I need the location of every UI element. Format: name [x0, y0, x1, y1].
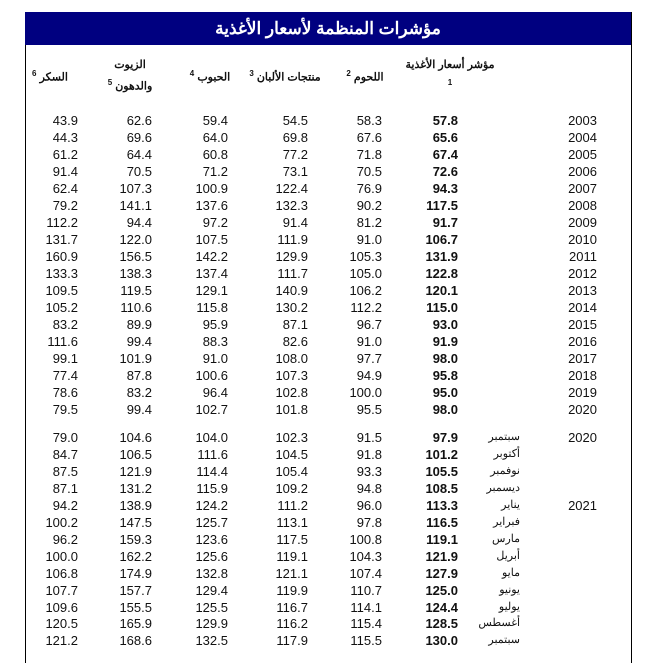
cell-meat: 67.6 — [356, 130, 382, 145]
cell-month: يوليو — [498, 600, 520, 613]
cell-oils: 122.0 — [119, 232, 152, 247]
cell-dairy: 111.9 — [277, 232, 308, 247]
table-row-monthly — [0, 632, 651, 649]
table-row-monthly — [0, 514, 651, 531]
cell-sugar: 96.2 — [52, 531, 78, 547]
cell-sugar: 79.5 — [52, 402, 78, 417]
cell-dairy: 129.9 — [275, 249, 308, 264]
cell-dairy: 119.1 — [276, 548, 308, 564]
cell-food: 125.0 — [425, 582, 458, 598]
table-row-monthly — [0, 531, 651, 548]
cell-meat: 97.8 — [356, 514, 382, 530]
cell-month: نوفمبر — [490, 464, 520, 477]
cell-food: 72.6 — [432, 164, 458, 179]
cell-sugar: 94.2 — [52, 497, 78, 513]
cell-month: أبريل — [496, 549, 520, 562]
table-row-annual — [0, 163, 651, 180]
cell-cereals: 88.3 — [202, 334, 228, 349]
cell-sugar: 61.2 — [52, 147, 78, 162]
cell-dairy: 121.1 — [275, 565, 308, 581]
cell-sugar: 77.4 — [52, 368, 78, 383]
cell-year: 2017 — [568, 351, 597, 366]
table-row-annual — [0, 214, 651, 231]
cell-sugar: 44.3 — [52, 130, 78, 145]
cell-sugar: 121.2 — [45, 633, 78, 649]
cell-meat: 94.8 — [356, 480, 382, 496]
cell-oils: 110.6 — [120, 300, 152, 315]
cell-month: مايو — [502, 566, 520, 579]
cell-year: 2019 — [568, 385, 597, 400]
cell-cereals: 91.0 — [202, 351, 228, 366]
cell-meat: 110.7 — [350, 582, 382, 598]
cell-oils: 141.1 — [119, 198, 152, 213]
cell-cereals: 125.7 — [195, 514, 228, 530]
cell-cereals: 107.5 — [195, 232, 228, 247]
footnote-marker: 4 — [189, 69, 195, 78]
cell-dairy: 130.2 — [275, 300, 308, 315]
cell-dairy: 104.5 — [275, 446, 308, 462]
cell-year: 2015 — [568, 317, 597, 332]
cell-food: 91.9 — [432, 334, 458, 349]
cell-sugar: 133.3 — [45, 266, 78, 281]
table-row-annual — [0, 265, 651, 282]
table-row-annual — [0, 197, 651, 214]
cell-cereals: 124.2 — [195, 497, 228, 513]
cell-oils: 165.9 — [119, 616, 152, 632]
footnote-marker: 1 — [447, 78, 453, 87]
cell-meat: 114.1 — [350, 599, 382, 615]
cell-year: 2008 — [568, 198, 597, 213]
cell-year: 2006 — [568, 164, 597, 179]
cell-oils: 104.6 — [119, 430, 152, 445]
cell-food: 130.0 — [425, 633, 458, 649]
header-cereals — [180, 65, 240, 87]
cell-meat: 70.5 — [356, 164, 382, 179]
table-row-monthly — [0, 599, 651, 616]
cell-food: 108.5 — [425, 480, 458, 496]
cell-dairy: 107.3 — [275, 368, 308, 383]
table-row-annual — [0, 316, 651, 333]
cell-food: 115.0 — [426, 300, 458, 315]
cell-cereals: 95.9 — [202, 317, 228, 332]
cell-oils: 89.9 — [126, 317, 152, 332]
cell-oils: 121.9 — [119, 463, 152, 479]
cell-dairy: 73.1 — [282, 164, 308, 179]
header-sugar — [30, 65, 70, 87]
cell-cereals: 64.0 — [202, 130, 228, 145]
header-label: اللحوم — [353, 71, 384, 84]
cell-sugar: 100.2 — [45, 514, 78, 530]
table-row-annual — [0, 299, 651, 316]
cell-sugar: 87.1 — [52, 480, 78, 496]
cell-meat: 112.2 — [350, 300, 382, 315]
table-row-annual — [0, 333, 651, 350]
table-row-annual — [0, 350, 651, 367]
cell-oils: 162.2 — [119, 548, 152, 564]
cell-month: مارس — [492, 532, 520, 545]
table-row-monthly — [0, 565, 651, 582]
cell-oils: 69.6 — [126, 130, 152, 145]
cell-year: 2007 — [568, 181, 597, 196]
cell-month: يناير — [501, 498, 520, 511]
cell-cereals: 114.4 — [196, 463, 228, 479]
cell-food: 95.0 — [432, 385, 458, 400]
cell-dairy: 54.5 — [282, 113, 308, 128]
table-row-annual — [0, 112, 651, 129]
cell-dairy: 119.9 — [276, 582, 308, 598]
cell-month: سبتمبر — [488, 634, 520, 647]
cell-dairy: 116.2 — [276, 616, 308, 632]
cell-sugar: 62.4 — [52, 181, 78, 196]
header-meat — [330, 65, 400, 87]
cell-dairy: 102.8 — [275, 385, 308, 400]
cell-sugar: 99.1 — [52, 351, 78, 366]
cell-month: أكتوبر — [493, 447, 520, 460]
cell-year: 2020 — [568, 402, 597, 417]
cell-oils: 138.9 — [119, 497, 152, 513]
cell-sugar: 105.2 — [45, 300, 78, 315]
cell-year: 2009 — [568, 215, 597, 230]
cell-cereals: 60.8 — [202, 147, 228, 162]
cell-meat: 71.8 — [356, 147, 382, 162]
cell-food: 95.8 — [432, 368, 458, 383]
cell-meat: 95.5 — [356, 402, 382, 417]
cell-year: 2012 — [568, 266, 597, 281]
header-dairy — [240, 65, 330, 87]
cell-oils: 174.9 — [119, 565, 152, 581]
cell-oils: 107.3 — [119, 181, 152, 196]
cell-meat: 81.2 — [356, 215, 382, 230]
cell-meat: 93.3 — [356, 463, 382, 479]
cell-cereals: 115.8 — [196, 300, 228, 315]
table-row-monthly — [0, 548, 651, 565]
cell-meat: 100.0 — [349, 385, 382, 400]
cell-food: 128.5 — [425, 616, 458, 632]
cell-meat: 90.2 — [356, 198, 382, 213]
cell-food: 105.5 — [425, 463, 458, 479]
cell-food: 122.8 — [425, 266, 458, 281]
table-row-annual — [0, 146, 651, 163]
cell-food: 91.7 — [432, 215, 458, 230]
cell-year: 2005 — [568, 147, 597, 162]
table-row-monthly — [0, 429, 651, 446]
cell-food: 119.1 — [426, 531, 458, 547]
cell-cereals: 96.4 — [202, 385, 228, 400]
cell-dairy: 116.7 — [276, 599, 308, 615]
cell-cereals: 137.4 — [195, 266, 228, 281]
cell-cereals: 97.2 — [202, 215, 228, 230]
cell-food: 127.9 — [425, 565, 458, 581]
cell-sugar: 87.5 — [52, 463, 78, 479]
cell-food: 98.0 — [432, 402, 458, 417]
cell-cereals: 59.4 — [202, 113, 228, 128]
cell-food: 124.4 — [425, 599, 458, 615]
cell-meat: 97.7 — [356, 351, 382, 366]
header-label: مؤشر أسعار الأغذية — [405, 59, 495, 71]
cell-cereals: 125.6 — [195, 548, 228, 564]
footnote-marker: 6 — [32, 69, 37, 78]
cell-cereals: 125.5 — [195, 599, 228, 615]
cell-food: 94.3 — [432, 181, 458, 196]
header-label: السكر — [39, 71, 68, 84]
table-row-annual — [0, 401, 651, 418]
header-label: منتجات الألبان — [256, 71, 321, 84]
cell-dairy: 108.0 — [275, 351, 308, 366]
cell-food: 106.7 — [425, 232, 458, 247]
cell-sugar: 120.5 — [45, 616, 78, 632]
cell-cereals: 137.6 — [195, 198, 228, 213]
cell-year: 2020 — [568, 430, 597, 445]
cell-food: 97.9 — [432, 430, 458, 445]
cell-sugar: 107.7 — [45, 582, 78, 598]
cell-dairy: 109.2 — [275, 480, 308, 496]
cell-cereals: 111.6 — [197, 446, 228, 462]
cell-year: 2010 — [568, 232, 597, 247]
cell-oils: 157.7 — [119, 582, 152, 598]
table-row-monthly — [0, 615, 651, 632]
cell-oils: 119.5 — [120, 283, 152, 298]
cell-meat: 94.9 — [356, 368, 382, 383]
table-row-annual — [0, 129, 651, 146]
cell-year: 2003 — [568, 113, 597, 128]
cell-year: 2004 — [568, 130, 597, 145]
table-row-annual — [0, 231, 651, 248]
cell-cereals: 102.7 — [195, 402, 228, 417]
cell-dairy: 111.7 — [277, 266, 308, 281]
cell-food: 57.8 — [432, 113, 458, 128]
page-title: مؤشرات المنظمة لأسعار الأغذية — [25, 12, 631, 45]
cell-cereals: 129.1 — [195, 283, 228, 298]
cell-meat: 91.8 — [356, 446, 382, 462]
cell-food: 117.5 — [426, 198, 458, 213]
cell-cereals: 142.2 — [195, 249, 228, 264]
cell-dairy: 87.1 — [282, 317, 308, 332]
cell-cereals: 104.0 — [195, 430, 228, 445]
cell-cereals: 115.9 — [196, 480, 228, 496]
table-row-monthly — [0, 480, 651, 497]
cell-meat: 96.0 — [356, 497, 382, 513]
cell-dairy: 132.3 — [275, 198, 308, 213]
cell-oils: 138.3 — [119, 266, 152, 281]
header-label: الزيوت والدهون — [114, 59, 153, 93]
table-row-annual — [0, 384, 651, 401]
cell-month: فبراير — [493, 515, 520, 528]
cell-dairy: 117.9 — [276, 633, 308, 649]
header-label: الحبوب — [197, 71, 231, 84]
cell-oils: 159.3 — [119, 531, 152, 547]
header-oils — [100, 57, 160, 96]
cell-year: 2016 — [568, 334, 597, 349]
cell-sugar: 131.7 — [45, 232, 78, 247]
cell-sugar: 109.5 — [45, 283, 78, 298]
cell-meat: 76.9 — [356, 181, 382, 196]
cell-meat: 100.8 — [349, 531, 382, 547]
cell-sugar: 78.6 — [52, 385, 78, 400]
cell-dairy: 102.3 — [275, 430, 308, 445]
cell-meat: 96.7 — [356, 317, 382, 332]
table-row-monthly — [0, 463, 651, 480]
footnote-marker: 2 — [346, 69, 351, 78]
cell-oils: 99.4 — [126, 334, 152, 349]
cell-food: 131.9 — [425, 249, 458, 264]
cell-food: 65.6 — [432, 130, 458, 145]
cell-oils: 106.5 — [119, 446, 152, 462]
cell-food: 98.0 — [432, 351, 458, 366]
cell-sugar: 111.6 — [47, 334, 78, 349]
cell-food: 67.4 — [432, 147, 458, 162]
cell-month: يونيو — [499, 583, 520, 596]
cell-oils: 168.6 — [119, 633, 152, 649]
cell-dairy: 105.4 — [275, 463, 308, 479]
cell-food: 120.1 — [425, 283, 458, 298]
cell-meat: 91.5 — [356, 430, 382, 445]
cell-year: 2014 — [568, 300, 597, 315]
cell-cereals: 132.5 — [195, 633, 228, 649]
cell-sugar: 91.4 — [52, 164, 78, 179]
cell-dairy: 91.4 — [282, 215, 308, 230]
cell-oils: 99.4 — [126, 402, 152, 417]
table-row-monthly — [0, 582, 651, 599]
cell-sugar: 84.7 — [52, 446, 78, 462]
table-row-annual — [0, 248, 651, 265]
cell-oils: 62.6 — [126, 113, 152, 128]
table-row-annual — [0, 367, 651, 384]
cell-meat: 115.5 — [350, 633, 382, 649]
cell-dairy: 122.4 — [275, 181, 308, 196]
cell-dairy: 111.2 — [277, 497, 308, 513]
cell-year: 2013 — [568, 283, 597, 298]
cell-cereals: 129.4 — [195, 582, 228, 598]
cell-meat: 91.0 — [356, 334, 382, 349]
cell-year: 2011 — [569, 249, 597, 264]
cell-dairy: 117.5 — [276, 531, 308, 547]
cell-cereals: 132.8 — [195, 565, 228, 581]
cell-year: 2018 — [568, 368, 597, 383]
cell-food: 113.3 — [426, 497, 458, 513]
cell-meat: 104.3 — [349, 548, 382, 564]
cell-dairy: 140.9 — [275, 283, 308, 298]
cell-sugar: 79.2 — [52, 198, 78, 213]
cell-oils: 155.5 — [119, 599, 152, 615]
cell-food: 101.2 — [425, 446, 458, 462]
cell-oils: 131.2 — [119, 480, 152, 496]
cell-month: أغسطس — [478, 617, 520, 630]
cell-cereals: 100.9 — [195, 181, 228, 196]
cell-oils: 156.5 — [119, 249, 152, 264]
cell-sugar: 112.2 — [46, 215, 78, 230]
cell-food: 121.9 — [425, 548, 458, 564]
cell-sugar: 83.2 — [52, 317, 78, 332]
cell-month: سبتمبر — [488, 431, 520, 443]
cell-sugar: 106.8 — [45, 565, 78, 581]
cell-food: 116.5 — [426, 514, 458, 530]
cell-meat: 91.0 — [356, 232, 382, 247]
cell-meat: 105.0 — [349, 266, 382, 281]
cell-oils: 94.4 — [126, 215, 152, 230]
footnote-marker: 5 — [107, 78, 113, 87]
cell-meat: 115.4 — [350, 616, 382, 632]
cell-sugar: 100.0 — [45, 548, 78, 564]
cell-dairy: 77.2 — [282, 147, 308, 162]
cell-year: 2021 — [568, 497, 597, 513]
cell-meat: 105.3 — [349, 249, 382, 264]
cell-sugar: 160.9 — [45, 249, 78, 264]
cell-cereals: 129.9 — [195, 616, 228, 632]
cell-oils: 147.5 — [119, 514, 152, 530]
table-row-annual — [0, 180, 651, 197]
cell-dairy: 101.8 — [275, 402, 308, 417]
cell-meat: 58.3 — [356, 113, 382, 128]
cell-oils: 64.4 — [126, 147, 152, 162]
table-row-monthly — [0, 446, 651, 463]
cell-oils: 87.8 — [126, 368, 152, 383]
table-row-monthly — [0, 497, 651, 514]
cell-cereals: 123.6 — [195, 531, 228, 547]
cell-sugar: 109.6 — [45, 599, 78, 615]
cell-food: 93.0 — [432, 317, 458, 332]
table-row-annual — [0, 282, 651, 299]
cell-dairy: 113.1 — [276, 514, 308, 530]
cell-dairy: 82.6 — [282, 334, 308, 349]
footnote-marker: 3 — [249, 69, 254, 78]
cell-cereals: 71.2 — [202, 164, 228, 179]
cell-dairy: 69.8 — [282, 130, 308, 145]
cell-meat: 107.4 — [349, 565, 382, 581]
cell-cereals: 100.6 — [195, 368, 228, 383]
header-food-index — [405, 57, 495, 96]
cell-month: ديسمبر — [486, 481, 520, 494]
cell-oils: 70.5 — [126, 164, 152, 179]
cell-oils: 101.9 — [119, 351, 152, 366]
cell-oils: 83.2 — [126, 385, 152, 400]
cell-meat: 106.2 — [349, 283, 382, 298]
cell-sugar: 79.0 — [52, 430, 78, 445]
cell-sugar: 43.9 — [52, 113, 78, 128]
